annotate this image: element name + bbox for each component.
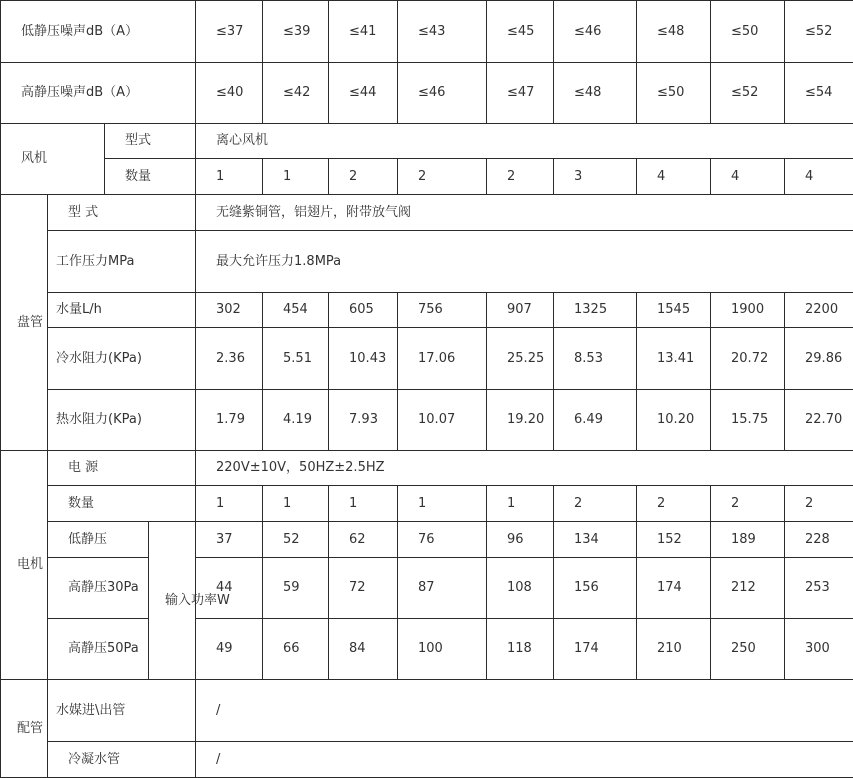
row-label: 型式 bbox=[105, 124, 196, 159]
row-label: 工作压力MPa bbox=[48, 231, 196, 293]
cell: ≤37 bbox=[196, 1, 263, 63]
cell: 19.20 bbox=[487, 390, 554, 451]
cell: 100 bbox=[398, 619, 487, 680]
cell: ≤43 bbox=[398, 1, 487, 63]
input-power-text: 输入功率W bbox=[165, 588, 179, 614]
cell: 2 bbox=[398, 159, 487, 195]
group-label-coil bbox=[1, 195, 48, 451]
cell-span: / bbox=[196, 742, 853, 778]
cell: 44 bbox=[196, 558, 263, 619]
cell: 118 bbox=[487, 619, 554, 680]
cell: 2200 bbox=[785, 293, 853, 328]
row-label: 水量L/h bbox=[48, 293, 196, 328]
cell: 15.75 bbox=[711, 390, 785, 451]
cell: 2 bbox=[637, 486, 711, 522]
cell: 10.20 bbox=[637, 390, 711, 451]
group-label-motor bbox=[1, 451, 48, 680]
cell: 10.43 bbox=[329, 328, 398, 390]
row-label: 电 源 bbox=[48, 451, 196, 486]
table-row-motor-power bbox=[1, 451, 853, 486]
cell: 66 bbox=[263, 619, 329, 680]
cell: 1 bbox=[196, 486, 263, 522]
row-label: 数量 bbox=[48, 486, 196, 522]
cell: 156 bbox=[554, 558, 637, 619]
cell: 22.70 bbox=[785, 390, 853, 451]
cell: 174 bbox=[637, 558, 711, 619]
cell-span: 无缝紫铜管，铝翅片，附带放气阀 bbox=[196, 195, 853, 231]
row-label: 冷凝水管 bbox=[48, 742, 196, 778]
cell: ≤39 bbox=[263, 1, 329, 63]
cell: 37 bbox=[196, 522, 263, 558]
cell: 2 bbox=[711, 486, 785, 522]
cell: ≤47 bbox=[487, 63, 554, 124]
row-label-text: 高静压30Pa bbox=[56, 576, 148, 600]
cell: 4 bbox=[711, 159, 785, 195]
cell: ≤52 bbox=[711, 63, 785, 124]
cell: ≤42 bbox=[263, 63, 329, 124]
table-row-motor-high30 bbox=[1, 558, 853, 619]
cell: 5.51 bbox=[263, 328, 329, 390]
cell: 3 bbox=[554, 159, 637, 195]
row-label: 热水阻力(KPa) bbox=[48, 390, 196, 451]
row-label: 数量 bbox=[105, 159, 196, 195]
group-label-pipe bbox=[1, 680, 48, 778]
cell-span: 220V±10V，50HZ±2.5HZ bbox=[196, 451, 853, 486]
cell: 2 bbox=[554, 486, 637, 522]
cell: 300 bbox=[785, 619, 853, 680]
table-row-coil-cold bbox=[1, 328, 853, 390]
cell: 1325 bbox=[554, 293, 637, 328]
row-label-text: 高静压50Pa bbox=[56, 637, 148, 661]
cell: 29.86 bbox=[785, 328, 853, 390]
group-label-text: 配管 bbox=[17, 716, 31, 742]
cell: 2 bbox=[329, 159, 398, 195]
cell: 2 bbox=[785, 486, 853, 522]
cell: 210 bbox=[637, 619, 711, 680]
table-row-coil-type bbox=[1, 195, 853, 231]
row-label bbox=[48, 558, 149, 619]
row-label: 型 式 bbox=[48, 195, 196, 231]
cell: 20.72 bbox=[711, 328, 785, 390]
cell: 2 bbox=[487, 159, 554, 195]
cell: 17.06 bbox=[398, 328, 487, 390]
cell: ≤52 bbox=[785, 1, 853, 63]
cell: ≤46 bbox=[398, 63, 487, 124]
cell: 8.53 bbox=[554, 328, 637, 390]
group-label-fan: 风机 bbox=[1, 124, 105, 195]
table-row-coil-hot bbox=[1, 390, 853, 451]
cell: 907 bbox=[487, 293, 554, 328]
row-label-text: 水媒进\出管 bbox=[56, 699, 146, 723]
cell-span: 最大允许压力1.8MPa bbox=[196, 231, 853, 293]
cell: 134 bbox=[554, 522, 637, 558]
cell: 454 bbox=[263, 293, 329, 328]
cell-span: / bbox=[196, 680, 853, 742]
cell: 1 bbox=[329, 486, 398, 522]
table-row-pipe-cond bbox=[1, 742, 853, 778]
cell: 212 bbox=[711, 558, 785, 619]
cell: 1.79 bbox=[196, 390, 263, 451]
cell: 87 bbox=[398, 558, 487, 619]
table-row-motor-high50 bbox=[1, 619, 853, 680]
table-row-low-noise bbox=[1, 1, 853, 63]
cell: ≤50 bbox=[637, 63, 711, 124]
cell: 62 bbox=[329, 522, 398, 558]
cell: ≤54 bbox=[785, 63, 853, 124]
cell: 1545 bbox=[637, 293, 711, 328]
cell: 253 bbox=[785, 558, 853, 619]
cell: 250 bbox=[711, 619, 785, 680]
cell: 174 bbox=[554, 619, 637, 680]
cell: 84 bbox=[329, 619, 398, 680]
row-label: 低静压 bbox=[48, 522, 149, 558]
group-label-text: 盘管 bbox=[17, 310, 31, 336]
row-label bbox=[48, 680, 196, 742]
cell: 76 bbox=[398, 522, 487, 558]
cell: 756 bbox=[398, 293, 487, 328]
cell: ≤48 bbox=[637, 1, 711, 63]
cell: ≤48 bbox=[554, 63, 637, 124]
group-label-text: 电机 bbox=[17, 552, 31, 578]
cell: 52 bbox=[263, 522, 329, 558]
row-label: 冷水阻力(KPa) bbox=[48, 328, 196, 390]
row-label: 低静压噪声dB（A） bbox=[1, 1, 196, 63]
cell: ≤41 bbox=[329, 1, 398, 63]
cell: 2.36 bbox=[196, 328, 263, 390]
cell: ≤40 bbox=[196, 63, 263, 124]
cell: 13.41 bbox=[637, 328, 711, 390]
cell: 4.19 bbox=[263, 390, 329, 451]
table-row-motor-qty bbox=[1, 486, 853, 522]
cell: 1900 bbox=[711, 293, 785, 328]
cell: 4 bbox=[637, 159, 711, 195]
cell: 96 bbox=[487, 522, 554, 558]
cell: 4 bbox=[785, 159, 853, 195]
cell: 152 bbox=[637, 522, 711, 558]
cell: 228 bbox=[785, 522, 853, 558]
cell: 302 bbox=[196, 293, 263, 328]
cell: 72 bbox=[329, 558, 398, 619]
cell: 25.25 bbox=[487, 328, 554, 390]
cell: ≤45 bbox=[487, 1, 554, 63]
cell: 1 bbox=[263, 486, 329, 522]
cell: 59 bbox=[263, 558, 329, 619]
table-row-coil-flow bbox=[1, 293, 853, 328]
cell: 189 bbox=[711, 522, 785, 558]
table-row-coil-pressure bbox=[1, 231, 853, 293]
input-power-label bbox=[149, 522, 196, 680]
table-row-fan-qty bbox=[1, 159, 853, 195]
cell: 7.93 bbox=[329, 390, 398, 451]
cell: ≤50 bbox=[711, 1, 785, 63]
cell: 1 bbox=[398, 486, 487, 522]
cell: 108 bbox=[487, 558, 554, 619]
table-row-high-noise bbox=[1, 63, 853, 124]
cell: 49 bbox=[196, 619, 263, 680]
cell: 1 bbox=[487, 486, 554, 522]
row-label: 高静压噪声dB（A） bbox=[1, 63, 196, 124]
cell: 6.49 bbox=[554, 390, 637, 451]
cell: 1 bbox=[196, 159, 263, 195]
table-row-fan-type bbox=[1, 124, 853, 159]
cell: 10.07 bbox=[398, 390, 487, 451]
cell: 605 bbox=[329, 293, 398, 328]
cell-span: 离心风机 bbox=[196, 124, 853, 159]
cell: ≤46 bbox=[554, 1, 637, 63]
table-row-pipe-water bbox=[1, 680, 853, 742]
cell: 1 bbox=[263, 159, 329, 195]
cell: ≤44 bbox=[329, 63, 398, 124]
table-row-motor-low bbox=[1, 522, 853, 558]
row-label bbox=[48, 619, 149, 680]
